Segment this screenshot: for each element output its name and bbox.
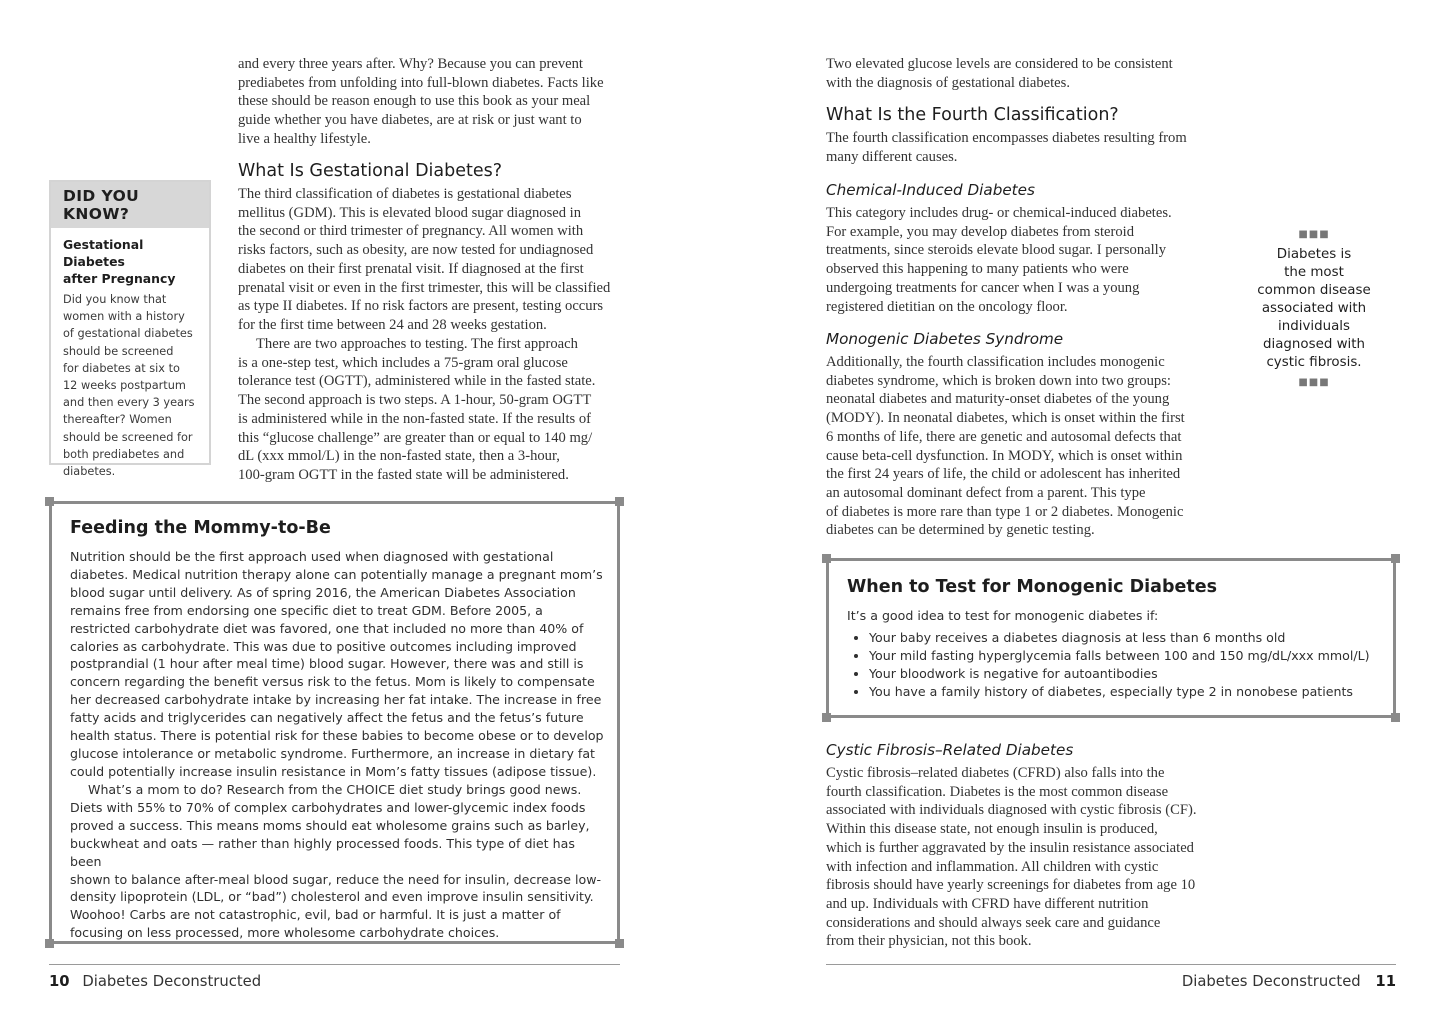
cystic-fibrosis-paragraph [826, 764, 1218, 951]
box-corner-marker [822, 554, 831, 563]
text-line: The third classification of diabetes is gestational diabetes [238, 186, 572, 202]
text-line: neonatal diabetes and maturity-onset diabetes of the young [826, 391, 1170, 408]
text-line: Additionally, the fourth classification includes monogenic [826, 354, 1165, 370]
box-corner-marker [615, 497, 624, 506]
text-line: observed this happening to many patients who were [826, 261, 1129, 278]
pull-quote-top-dots: ■■■ [1298, 229, 1330, 240]
text-line: buckwheat and oats — rather than highly processed foods. This type of diet has been [70, 835, 575, 869]
text-line: prenatal visit or even in the first trimester, this will be classified [238, 279, 611, 296]
text-line: cystic fibrosis. [1266, 355, 1362, 370]
text-line: Nutrition should be the first approach used when diagnosed with gestational [70, 549, 554, 564]
text-line: live a healthy lifestyle. [238, 130, 371, 147]
text-line: an autosomal dominant defect from a parent. This type [826, 484, 1146, 501]
text-line: proved a success. This means moms should eat wholesome grains such as barley, [70, 817, 590, 833]
text-line: shown to balance after-meal blood sugar, reduce the need for insulin, decrease low- [70, 871, 602, 887]
text-line: of diabetes is more rare than type 1 or 2 diabetes. Monogenic [826, 503, 1184, 520]
text-line: remains free from endorsing one specific diet to treat GDM. Before 2005, a [70, 602, 543, 618]
text-line: Diets with 55% to 70% of complex carbohydrates and lower-glycemic index foods [70, 799, 586, 815]
text-line: and then every 3 years [63, 396, 195, 410]
text-line: density lipoprotein (LDL, or “bad”) cholesterol and even improve insulin sensitivity. [70, 889, 594, 905]
text-line: dL (xxx mmol/L) in the non-fasted state, then a 3-hour, [238, 448, 560, 465]
text-line: the second or third trimester of pregnancy. All women with [238, 223, 584, 240]
box-corner-marker [822, 713, 831, 722]
gdm-paragraph-1 [238, 185, 628, 335]
monogenic-paragraph [826, 353, 1216, 540]
page-number: 10 [49, 973, 70, 990]
text-line: for diabetes at six to [63, 361, 180, 375]
text-line: postprandial (1 hour after meal time) blood sugar. However, there was and still is [70, 656, 584, 672]
box-corner-marker [615, 939, 624, 948]
text-line: women with a history [63, 310, 185, 324]
text-line: associated with [1261, 301, 1367, 316]
feeding-box-paragraph-1 [70, 548, 610, 781]
text-line: thereafter? Women [63, 413, 172, 427]
text-line: health status. There is potential risk for these babies to become obese or to develop [70, 728, 604, 744]
text-line: and every three years after. Why? Because you can prevent [238, 56, 583, 72]
text-line: diabetes. Medical nutrition therapy alone can potentially manage a pregnant mom’s [70, 566, 603, 582]
did-you-know-header: DID YOU KNOW? [51, 182, 209, 228]
fourth-classification-heading: What Is the Fourth Classification? [826, 105, 1119, 125]
text-line: risks factors, such as obesity, are now tested for undiagnosed [238, 242, 594, 259]
text-line: cause beta-cell dysfunction. In MODY, which is onset within [826, 447, 1183, 464]
text-line: common disease [1257, 283, 1371, 298]
text-line: This category includes drug- or chemical-induced diabetes. [826, 205, 1172, 221]
text-line: the most [1284, 265, 1344, 280]
text-line: considerations and should always seek care and guidance [826, 914, 1161, 931]
left-intro-paragraph [238, 55, 628, 149]
text-line: these should be reason enough to use this book as your meal [238, 93, 591, 110]
feeding-mommy-box [49, 501, 620, 944]
text-line: Woohoo! Carbs are not catastrophic, evil, bad or harmful. It is just a matter of [70, 907, 561, 923]
text-line: concern regarding the benefit versus risk to the fetus. Mom is likely to compensate [70, 674, 595, 690]
text-line: associated with individuals diagnosed with cystic fibrosis (CF). [826, 802, 1197, 819]
text-line: There are two approaches to testing. The first approach [256, 336, 578, 352]
text-line: diagnosed with [1263, 337, 1365, 352]
right-folio [1182, 973, 1396, 990]
box-corner-marker [1391, 713, 1400, 722]
text-line: is administered while in the non-fasted state. If the results of [238, 410, 591, 427]
chemical-induced-heading: Chemical-Induced Diabetes [826, 181, 1035, 199]
text-line: Two elevated glucose levels are considered to be consistent [826, 56, 1173, 72]
text-line: of gestational diabetes [63, 327, 193, 341]
text-line: the first 24 years of life, the child or adolescent has inherited [826, 466, 1181, 483]
monogenic-test-box [826, 558, 1396, 718]
gdm-paragraph-2 [238, 335, 628, 485]
text-line: glucose intolerance or metabolic syndrome. Furthermore, an increase in dietary fat [70, 745, 595, 761]
text-line: both prediabetes and [63, 447, 185, 461]
test-box-bullet-list [847, 629, 1387, 701]
running-title: Diabetes Deconstructed [82, 973, 262, 990]
text-line: should be screened [63, 344, 174, 358]
text-line: What’s a mom to do? Research from the CHOICE diet study brings good news. [88, 782, 582, 797]
text-line: with the diagnosis of gestational diabetes. [826, 74, 1070, 91]
text-line: and up. Individuals with CFRD have different nutrition [826, 895, 1149, 912]
text-line: for the first time between 24 and 28 weeks gestation. [238, 316, 547, 333]
text-line: prediabetes from unfolding into full-blown diabetes. Facts like [238, 74, 604, 91]
text-line: Diabetes is [1276, 247, 1352, 262]
box-corner-marker [45, 939, 54, 948]
text-line: mellitus (GDM). This is elevated blood sugar diagnosed in [238, 204, 582, 221]
bullet-item: • You have a family history of diabetes, especially type 2 in nonobese patients [869, 683, 1387, 701]
text-line: this “glucose challenge” are greater than or equal to 140 mg/ [238, 429, 593, 446]
text-line: 100-gram OGTT in the fasted state will be administered. [238, 466, 569, 483]
pull-quote-text [1245, 246, 1383, 372]
text-line: Cystic fibrosis–related diabetes (CFRD) also falls into the [826, 765, 1165, 781]
text-line: The fourth classification encompasses diabetes resulting from [826, 130, 1187, 146]
fourth-classification-paragraph [826, 129, 1216, 166]
box-corner-marker [45, 497, 54, 506]
pull-quote [1245, 230, 1383, 388]
cystic-fibrosis-heading: Cystic Fibrosis–Related Diabetes [826, 741, 1074, 759]
text-line: diabetes can be determined by genetic testing. [826, 522, 1095, 539]
text-line: fourth classification. Diabetes is the most common disease [826, 783, 1169, 800]
text-line: registered dietitian on the oncology floor. [826, 298, 1068, 315]
feeding-box-title: Feeding the Mommy-to-Be [70, 518, 331, 538]
text-line: 12 weeks postpartum [63, 379, 186, 393]
did-you-know-body [51, 291, 209, 480]
text-line: (MODY). In neonatal diabetes, which is onset within the first [826, 410, 1185, 427]
text-line: 6 months of life, there are genetic and autosomal defects that [826, 428, 1182, 445]
text-line: Did you know that [63, 293, 167, 306]
test-box-intro: It’s a good idea to test for monogenic diabetes if: [847, 608, 1159, 623]
text-line: diabetes on their first prenatal visit. If diagnosed at the first [238, 260, 584, 277]
right-footer-rule [826, 964, 1396, 965]
text-line: treatments, since steroids elevate blood sugar. I personally [826, 242, 1167, 259]
text-line: fatty acids and triglycerides can negatively affect the fetus and the fetus’s future [70, 710, 584, 726]
right-intro-paragraph [826, 55, 1216, 92]
chemical-induced-paragraph [826, 204, 1216, 316]
text-line: undergoing treatments for cancer when I was a young [826, 279, 1140, 296]
text-line: after Pregnancy [63, 271, 176, 286]
bullet-item: • Your mild fasting hyperglycemia falls between 100 and 150 mg/dL/xxx mmol/L) [869, 647, 1387, 665]
text-line: from their physician, not this book. [826, 933, 1032, 950]
text-line: her decreased carbohydrate intake by increasing her fat intake. The increase in free [70, 692, 602, 708]
text-line: For example, you may develop diabetes from steroid [826, 223, 1135, 240]
text-line: is a one-step test, which includes a 75-gram oral glucose [238, 354, 568, 371]
text-line: The second approach is two steps. A 1-hour, 50-gram OGTT [238, 392, 592, 409]
running-title: Diabetes Deconstructed [1181, 973, 1361, 990]
text-line: many different causes. [826, 148, 958, 165]
did-you-know-sidebar [49, 180, 211, 479]
page-number: 11 [1375, 973, 1396, 990]
text-line: Within this disease state, not enough insulin is produced, [826, 821, 1158, 838]
text-line: with infection and inflammation. All children with cystic [826, 858, 1159, 875]
text-line: calories as carbohydrate. This was due to positive outcomes including improved [70, 638, 577, 654]
left-footer-rule [49, 964, 620, 965]
text-line: individuals [1278, 319, 1350, 334]
text-line: focusing on less processed, more wholesome carbohydrate choices. [70, 925, 500, 941]
text-line: which is further aggravated by the insulin resistance associated [826, 839, 1194, 856]
test-box-title: When to Test for Monogenic Diabetes [847, 577, 1217, 597]
text-line: diabetes syndrome, which is broken down into two groups: [826, 372, 1171, 389]
feeding-box-paragraph-2 [70, 781, 610, 942]
text-line: blood sugar until delivery. As of spring 2016, the American Diabetes Association [70, 584, 576, 600]
did-you-know-subtitle [51, 236, 209, 287]
text-line: restricted carbohydrate diet was favored, one that included no more than 40% of [70, 620, 584, 636]
left-folio [49, 973, 261, 990]
monogenic-heading: Monogenic Diabetes Syndrome [826, 330, 1064, 348]
box-corner-marker [1391, 554, 1400, 563]
text-line: should be screened for [63, 430, 193, 444]
text-line: guide whether you have diabetes, are at risk or just want to [238, 112, 582, 129]
bullet-item: • Your baby receives a diabetes diagnosis at less than 6 months old [869, 629, 1387, 647]
text-line: as type II diabetes. If no risk factors are present, testing occurs [238, 298, 604, 315]
gdm-heading: What Is Gestational Diabetes? [238, 161, 503, 181]
text-line: diabetes. [63, 465, 116, 479]
bullet-item: • Your bloodwork is negative for autoantibodies [869, 665, 1387, 683]
text-line: could potentially increase insulin resistance in Mom’s fatty tissues (adipose tissue). [70, 763, 597, 779]
text-line: fibrosis should have yearly screenings for diabetes from age 10 [826, 877, 1196, 894]
text-line: tolerance test (OGTT), administered while in the fasted state. [238, 373, 596, 390]
pull-quote-bottom-dots: ■■■ [1298, 377, 1330, 388]
text-line: Gestational Diabetes [63, 237, 144, 269]
